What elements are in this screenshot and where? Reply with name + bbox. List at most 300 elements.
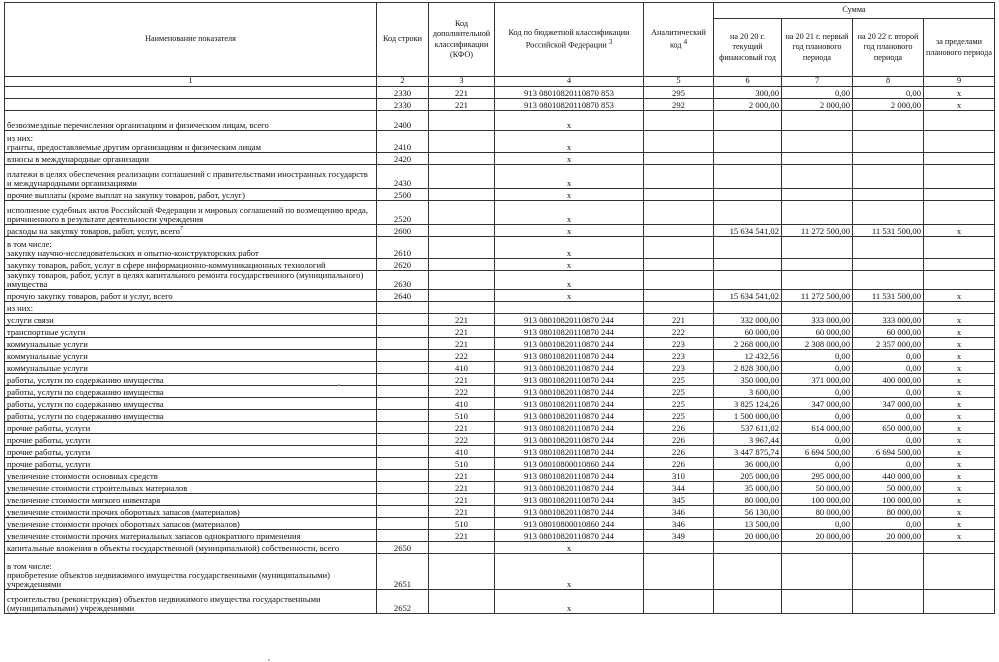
row-sum-plan-year-2: 20 000,00 xyxy=(853,530,924,542)
row-sum-plan-year-2: 11 531 500,00 xyxy=(853,290,924,302)
row-sum-plan-year-1 xyxy=(782,302,853,314)
row-sum-current-year: 350 000,00 xyxy=(714,374,782,386)
column-number: 9 xyxy=(924,77,995,87)
row-kfo: 222 xyxy=(429,350,495,362)
row-kbk: 913 08010820110870 853 xyxy=(495,99,644,111)
table-row xyxy=(5,165,995,189)
row-analytic-code: 226 xyxy=(644,422,714,434)
row-kfo xyxy=(429,165,495,189)
row-kfo: 221 xyxy=(429,470,495,482)
row-kfo xyxy=(429,302,495,314)
row-name-text: работы, услуги по содержанию имущества xyxy=(7,399,164,410)
row-sum-plan-year-1: 60 000,00 xyxy=(782,326,853,338)
row-code xyxy=(377,302,429,314)
row-analytic-code xyxy=(644,259,714,271)
row-sum-current-year: 20 000,00 xyxy=(714,530,782,542)
row-sum-beyond-plan xyxy=(924,201,995,225)
row-kbk: x xyxy=(495,153,644,165)
row-kbk: 913 08010820110870 244 xyxy=(495,314,644,326)
row-sum-plan-year-2: 60 000,00 xyxy=(853,326,924,338)
row-name-text: работы, услуги по содержанию имущества xyxy=(7,375,164,386)
row-sum-plan-year-1: 295 000,00 xyxy=(782,470,853,482)
table-row xyxy=(5,338,995,350)
row-sum-plan-year-2 xyxy=(853,271,924,290)
row-sum-beyond-plan xyxy=(924,302,995,314)
row-kfo: 410 xyxy=(429,398,495,410)
row-code xyxy=(377,458,429,470)
row-name xyxy=(5,386,377,398)
row-kfo: 221 xyxy=(429,494,495,506)
row-code: 2652 xyxy=(377,590,429,614)
row-name xyxy=(5,590,377,614)
row-sum-plan-year-1 xyxy=(782,554,853,590)
row-kbk: x xyxy=(495,542,644,554)
row-analytic-code xyxy=(644,111,714,131)
row-kbk: x xyxy=(495,189,644,201)
row-kfo xyxy=(429,189,495,201)
row-sum-current-year: 332 000,00 xyxy=(714,314,782,326)
row-name-text: исполнение судебных актов Российской Федерации и мировых соглашений по возмещению вреда, причиненного в результате деятельности учреждения xyxy=(7,204,368,224)
row-sum-beyond-plan: x xyxy=(924,386,995,398)
table-row xyxy=(5,494,995,506)
row-kfo xyxy=(429,542,495,554)
row-name xyxy=(5,350,377,362)
scan-speck xyxy=(268,659,270,661)
row-sum-beyond-plan xyxy=(924,237,995,259)
row-kbk: 913 08010820110870 853 xyxy=(495,87,644,99)
row-sum-current-year xyxy=(714,259,782,271)
row-sum-current-year xyxy=(714,189,782,201)
table-row xyxy=(5,201,995,225)
row-name-text: увеличение стоимости прочих оборотных запасов (материалов) xyxy=(7,507,240,518)
row-name xyxy=(5,362,377,374)
row-sum-plan-year-1: 0,00 xyxy=(782,362,853,374)
row-sum-plan-year-1: 0,00 xyxy=(782,518,853,530)
row-kbk xyxy=(495,302,644,314)
row-name-text: увеличение стоимости прочих оборотных запасов (материалов) xyxy=(7,519,240,530)
row-sum-beyond-plan: x xyxy=(924,446,995,458)
row-sum-current-year xyxy=(714,201,782,225)
row-sum-plan-year-2: 0,00 xyxy=(853,410,924,422)
row-name-text: безвозмездные перечисления организациям и физическим лицам, всего xyxy=(7,119,269,130)
row-sum-plan-year-2 xyxy=(853,554,924,590)
row-kfo: 222 xyxy=(429,386,495,398)
row-sum-plan-year-2: 0,00 xyxy=(853,350,924,362)
row-sum-plan-year-2: 400 000,00 xyxy=(853,374,924,386)
row-sum-plan-year-2: 2 357 000,00 xyxy=(853,338,924,350)
row-sum-current-year: 36 000,00 xyxy=(714,458,782,470)
table-row xyxy=(5,111,995,131)
row-code xyxy=(377,410,429,422)
row-sum-plan-year-2: 11 531 500,00 xyxy=(853,225,924,237)
row-sum-beyond-plan xyxy=(924,259,995,271)
row-sum-plan-year-2: 333 000,00 xyxy=(853,314,924,326)
row-analytic-code xyxy=(644,189,714,201)
row-kfo xyxy=(429,153,495,165)
row-sum-plan-year-1 xyxy=(782,590,853,614)
row-sum-plan-year-1: 0,00 xyxy=(782,87,853,99)
row-sum-plan-year-1 xyxy=(782,201,853,225)
column-number: 7 xyxy=(782,77,853,87)
row-kfo: 410 xyxy=(429,362,495,374)
table-row xyxy=(5,237,995,259)
header-name: Наименование показателя xyxy=(5,3,377,77)
row-code: 2330 xyxy=(377,87,429,99)
row-kbk: x xyxy=(495,554,644,590)
row-code: 2420 xyxy=(377,153,429,165)
row-kbk: x xyxy=(495,225,644,237)
row-sum-current-year: 60 000,00 xyxy=(714,326,782,338)
row-code: 2620 xyxy=(377,259,429,271)
row-kbk: 913 08010820110870 244 xyxy=(495,470,644,482)
row-sum-current-year: 2 000,00 xyxy=(714,99,782,111)
column-number: 5 xyxy=(644,77,714,87)
row-kbk: 913 08010820110870 244 xyxy=(495,506,644,518)
row-name-text: в том числе: приобретение объектов недвижимого имущества государственными (муниципальными) учреждениями xyxy=(7,560,331,590)
row-name-text: увеличение стоимости строительных материалов xyxy=(7,483,188,494)
row-sum-plan-year-1: 347 000,00 xyxy=(782,398,853,410)
row-sum-plan-year-2 xyxy=(853,131,924,153)
row-sum-current-year xyxy=(714,542,782,554)
row-sum-current-year xyxy=(714,131,782,153)
row-code: 2520 xyxy=(377,201,429,225)
row-sum-current-year xyxy=(714,153,782,165)
row-sum-plan-year-1 xyxy=(782,542,853,554)
row-name-text: из них: гранты, предоставляемые другим организациям и физическим лицам xyxy=(7,132,262,152)
row-analytic-code: 225 xyxy=(644,398,714,410)
header-kbk-label: Код по бюджетной классификации Российской Федерации xyxy=(508,28,630,50)
row-sum-current-year: 3 600,00 xyxy=(714,386,782,398)
row-code xyxy=(377,470,429,482)
row-analytic-code: 344 xyxy=(644,482,714,494)
row-sum-plan-year-2 xyxy=(853,153,924,165)
row-sum-beyond-plan xyxy=(924,590,995,614)
row-sum-current-year: 2 828 300,00 xyxy=(714,362,782,374)
row-name-text: прочую закупку товаров, работ и услуг, всего xyxy=(7,291,173,302)
row-sum-plan-year-1: 0,00 xyxy=(782,434,853,446)
row-name xyxy=(5,201,377,225)
row-name xyxy=(5,87,377,99)
row-kbk: 913 08010820110870 244 xyxy=(495,434,644,446)
table-row xyxy=(5,225,995,237)
table-row xyxy=(5,554,995,590)
row-sum-beyond-plan: x xyxy=(924,314,995,326)
row-name xyxy=(5,111,377,131)
row-sum-current-year: 15 634 541,02 xyxy=(714,225,782,237)
header-analytic-sup: 4 xyxy=(683,38,688,46)
row-sum-plan-year-2: 0,00 xyxy=(853,87,924,99)
row-name xyxy=(5,290,377,302)
row-name xyxy=(5,458,377,470)
header-analytic-label: Аналитический код xyxy=(651,28,706,50)
row-sum-plan-year-1: 0,00 xyxy=(782,350,853,362)
column-number: 2 xyxy=(377,77,429,87)
row-sum-plan-year-2 xyxy=(853,542,924,554)
header-col7: на 20 21 г. первый год планового периода xyxy=(782,19,853,77)
row-sum-beyond-plan: x xyxy=(924,99,995,111)
row-sum-current-year xyxy=(714,554,782,590)
row-kbk: x xyxy=(495,590,644,614)
row-name xyxy=(5,470,377,482)
row-analytic-code xyxy=(644,153,714,165)
row-sum-plan-year-2 xyxy=(853,302,924,314)
row-kfo xyxy=(429,259,495,271)
column-number: 1 xyxy=(5,77,377,87)
row-code xyxy=(377,386,429,398)
row-kbk: 913 08010820110870 244 xyxy=(495,326,644,338)
row-sum-plan-year-2: 0,00 xyxy=(853,386,924,398)
row-code xyxy=(377,314,429,326)
table-row xyxy=(5,153,995,165)
row-name-text: закупку товаров, работ, услуг в целях капитального ремонта государственного (муниципального) имущества xyxy=(7,270,364,290)
row-sum-plan-year-1: 20 000,00 xyxy=(782,530,853,542)
table-row xyxy=(5,290,995,302)
row-code xyxy=(377,446,429,458)
row-name xyxy=(5,189,377,201)
table-row xyxy=(5,386,995,398)
row-analytic-code: 310 xyxy=(644,470,714,482)
table-row xyxy=(5,314,995,326)
row-sum-plan-year-2: 0,00 xyxy=(853,362,924,374)
row-kfo xyxy=(429,290,495,302)
column-numbers-row xyxy=(5,77,995,87)
row-analytic-code xyxy=(644,225,714,237)
row-analytic-code: 221 xyxy=(644,314,714,326)
row-name-text: расходы на закупку товаров, работ, услуг, всего xyxy=(7,225,180,236)
row-sum-current-year xyxy=(714,165,782,189)
row-sum-current-year: 2 268 000,00 xyxy=(714,338,782,350)
row-name-text: из них: xyxy=(7,303,34,314)
row-sum-plan-year-2: 440 000,00 xyxy=(853,470,924,482)
row-name xyxy=(5,506,377,518)
row-sum-beyond-plan xyxy=(924,271,995,290)
row-analytic-code xyxy=(644,302,714,314)
row-analytic-code xyxy=(644,201,714,225)
row-name-text: увеличение стоимости прочих материальных запасов однократного применения xyxy=(7,531,301,542)
row-sum-plan-year-1: 0,00 xyxy=(782,386,853,398)
row-kfo xyxy=(429,271,495,290)
row-sum-beyond-plan: x xyxy=(924,494,995,506)
row-code xyxy=(377,398,429,410)
row-name-text: прочие работы, услуги xyxy=(7,447,91,458)
row-sum-plan-year-1 xyxy=(782,153,853,165)
row-sum-current-year: 205 000,00 xyxy=(714,470,782,482)
row-sum-plan-year-2: 2 000,00 xyxy=(853,99,924,111)
row-kfo: 221 xyxy=(429,338,495,350)
row-sum-beyond-plan: x xyxy=(924,290,995,302)
row-kbk: 913 08010800010860 244 xyxy=(495,458,644,470)
table-row xyxy=(5,470,995,482)
row-code: 2650 xyxy=(377,542,429,554)
row-sum-beyond-plan: x xyxy=(924,398,995,410)
row-name xyxy=(5,410,377,422)
row-name xyxy=(5,271,377,290)
row-sum-plan-year-1 xyxy=(782,111,853,131)
row-analytic-code: 225 xyxy=(644,410,714,422)
row-kbk: 913 08010820110870 244 xyxy=(495,410,644,422)
row-sum-current-year xyxy=(714,271,782,290)
table-row xyxy=(5,189,995,201)
row-analytic-code xyxy=(644,237,714,259)
row-name xyxy=(5,554,377,590)
row-analytic-code: 226 xyxy=(644,458,714,470)
row-sum-current-year: 3 825 124,26 xyxy=(714,398,782,410)
row-sum-beyond-plan xyxy=(924,189,995,201)
table-row xyxy=(5,410,995,422)
row-kbk: 913 08010820110870 244 xyxy=(495,482,644,494)
row-analytic-code xyxy=(644,165,714,189)
row-code: 2500 xyxy=(377,189,429,201)
row-sum-current-year: 1 500 000,00 xyxy=(714,410,782,422)
row-code xyxy=(377,494,429,506)
row-name-text: работы, услуги по содержанию имущества xyxy=(7,411,164,422)
row-sum-beyond-plan: x xyxy=(924,506,995,518)
row-code xyxy=(377,350,429,362)
row-sum-plan-year-2 xyxy=(853,237,924,259)
row-name xyxy=(5,542,377,554)
row-sum-plan-year-1: 614 000,00 xyxy=(782,422,853,434)
row-name xyxy=(5,338,377,350)
row-sum-plan-year-1: 0,00 xyxy=(782,458,853,470)
row-kbk: 913 08010820110870 244 xyxy=(495,374,644,386)
row-name-text: коммунальные услуги xyxy=(7,351,88,362)
table-row xyxy=(5,590,995,614)
header-col6: на 20 20 г. текущий финансовый год xyxy=(714,19,782,77)
table-row xyxy=(5,350,995,362)
row-code xyxy=(377,326,429,338)
row-code xyxy=(377,422,429,434)
row-sum-current-year: 56 130,00 xyxy=(714,506,782,518)
row-kfo xyxy=(429,237,495,259)
row-sum-current-year: 13 500,00 xyxy=(714,518,782,530)
row-analytic-code: 225 xyxy=(644,374,714,386)
row-sum-plan-year-1: 50 000,00 xyxy=(782,482,853,494)
row-sum-beyond-plan xyxy=(924,554,995,590)
row-sum-plan-year-2 xyxy=(853,189,924,201)
row-analytic-code: 292 xyxy=(644,99,714,111)
row-code: 2330 xyxy=(377,99,429,111)
row-sum-plan-year-2: 50 000,00 xyxy=(853,482,924,494)
row-kfo xyxy=(429,225,495,237)
row-name xyxy=(5,131,377,153)
row-name xyxy=(5,530,377,542)
row-analytic-code: 349 xyxy=(644,530,714,542)
row-kfo xyxy=(429,131,495,153)
row-sum-plan-year-2: 650 000,00 xyxy=(853,422,924,434)
row-sum-plan-year-2: 0,00 xyxy=(853,518,924,530)
row-sum-beyond-plan: x xyxy=(924,225,995,237)
row-sum-beyond-plan xyxy=(924,153,995,165)
row-kfo xyxy=(429,111,495,131)
table-row xyxy=(5,131,995,153)
row-name-text: закупку товаров, работ, услуг в сфере информационно-коммуникационных технологий xyxy=(7,259,326,270)
row-name xyxy=(5,374,377,386)
row-code xyxy=(377,518,429,530)
table-row xyxy=(5,458,995,470)
row-sum-beyond-plan: x xyxy=(924,87,995,99)
row-kbk: 913 08010820110870 244 xyxy=(495,386,644,398)
row-analytic-code: 223 xyxy=(644,362,714,374)
row-kfo: 510 xyxy=(429,410,495,422)
row-kbk: 913 08010820110870 244 xyxy=(495,494,644,506)
row-kfo: 410 xyxy=(429,446,495,458)
row-name xyxy=(5,314,377,326)
row-code: 2400 xyxy=(377,111,429,131)
header-analytic xyxy=(644,3,714,77)
header-kbk xyxy=(495,3,644,77)
row-analytic-code: 346 xyxy=(644,506,714,518)
row-sum-beyond-plan xyxy=(924,542,995,554)
row-sum-plan-year-2 xyxy=(853,111,924,131)
row-sum-plan-year-1 xyxy=(782,259,853,271)
row-sum-beyond-plan: x xyxy=(924,410,995,422)
row-name xyxy=(5,518,377,530)
row-kbk: x xyxy=(495,237,644,259)
row-sum-plan-year-2 xyxy=(853,590,924,614)
row-code xyxy=(377,374,429,386)
row-name-text: в том числе: закупку научно-исследовательских и опытно-конструкторских работ xyxy=(7,238,259,258)
row-name-footnote: 7 xyxy=(179,226,183,233)
row-analytic-code xyxy=(644,271,714,290)
row-analytic-code: 226 xyxy=(644,434,714,446)
row-sum-beyond-plan: x xyxy=(924,374,995,386)
row-sum-plan-year-1: 80 000,00 xyxy=(782,506,853,518)
row-analytic-code: 346 xyxy=(644,518,714,530)
table-row xyxy=(5,271,995,290)
row-kbk: x xyxy=(495,201,644,225)
budget-plan-sheet xyxy=(4,2,994,614)
row-analytic-code: 226 xyxy=(644,446,714,458)
row-sum-plan-year-1 xyxy=(782,131,853,153)
row-sum-current-year: 300,00 xyxy=(714,87,782,99)
row-name-text: коммунальные услуги xyxy=(7,339,88,350)
row-sum-plan-year-2: 0,00 xyxy=(853,434,924,446)
column-number: 6 xyxy=(714,77,782,87)
row-sum-current-year: 537 611,02 xyxy=(714,422,782,434)
row-sum-plan-year-1: 11 272 500,00 xyxy=(782,290,853,302)
header-sum: Сумма xyxy=(714,3,995,19)
row-analytic-code xyxy=(644,590,714,614)
row-name xyxy=(5,494,377,506)
row-name xyxy=(5,259,377,271)
row-sum-plan-year-1: 0,00 xyxy=(782,410,853,422)
row-kbk: x xyxy=(495,165,644,189)
row-code: 2640 xyxy=(377,290,429,302)
row-kbk: 913 08010820110870 244 xyxy=(495,422,644,434)
row-sum-plan-year-1 xyxy=(782,271,853,290)
row-name-text: прочие работы, услуги xyxy=(7,435,91,446)
row-kfo: 221 xyxy=(429,374,495,386)
row-code: 2410 xyxy=(377,131,429,153)
row-kfo: 221 xyxy=(429,87,495,99)
row-kfo: 221 xyxy=(429,99,495,111)
header-row-code: Код строки xyxy=(377,3,429,77)
row-analytic-code xyxy=(644,290,714,302)
row-kbk: 913 08010820110870 244 xyxy=(495,530,644,542)
header-col8: на 20 22 г. второй год планового периода xyxy=(853,19,924,77)
row-sum-beyond-plan: x xyxy=(924,338,995,350)
row-analytic-code: 225 xyxy=(644,386,714,398)
row-sum-plan-year-2: 0,00 xyxy=(853,458,924,470)
row-code xyxy=(377,506,429,518)
row-name-text: прочие работы, услуги xyxy=(7,459,91,470)
row-sum-beyond-plan: x xyxy=(924,530,995,542)
row-kbk: 913 08010800010860 244 xyxy=(495,518,644,530)
column-number: 3 xyxy=(429,77,495,87)
row-analytic-code: 345 xyxy=(644,494,714,506)
row-sum-plan-year-2: 100 000,00 xyxy=(853,494,924,506)
row-sum-beyond-plan: x xyxy=(924,434,995,446)
